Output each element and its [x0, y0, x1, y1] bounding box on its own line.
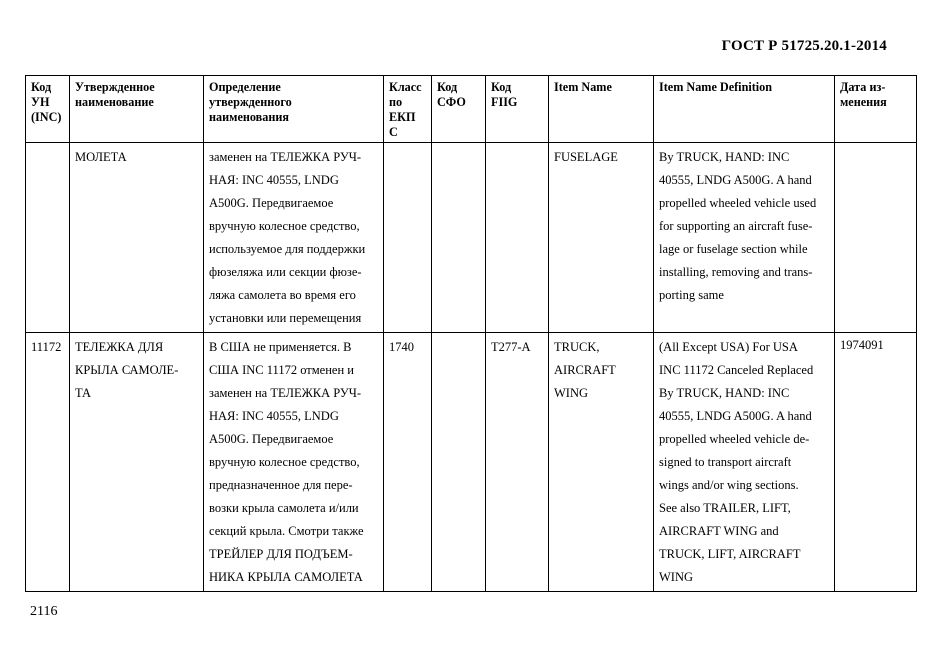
cell-approved-name: МОЛЕТА	[70, 143, 204, 333]
cell-item-definition: (All Except USA) For USA INC 11172 Canceled Replaced By TRUCK, HAND: INC 40555, LNDG A500G. A hand propelled wheeled vehicle de- signed to transport aircraft wings and/or wing sections. See also TRAILER, LIFT, AIRCRAFT WING and TRUCK, LIFT, AIRCRAFT WING	[654, 333, 835, 592]
cell-approved-name: ТЕЛЕЖКА ДЛЯ КРЫЛА САМОЛЕ- ТА	[70, 333, 204, 592]
cell-item-name: TRUCK, AIRCRAFT WING	[549, 333, 654, 592]
cell-inc: 11172	[26, 333, 70, 592]
table-row	[26, 333, 917, 592]
header-fiig: Код FIIG	[486, 76, 549, 143]
page-number: 2116	[30, 604, 58, 619]
nomenclature-table	[25, 75, 917, 592]
table-header-row	[26, 76, 917, 143]
header-approved-name: Утвержденное наименование	[70, 76, 204, 143]
cell-sfo	[432, 333, 486, 592]
cell-item-definition: By TRUCK, HAND: INC 40555, LNDG A500G. A hand propelled wheeled vehicle used for supporting an aircraft fuse- lage or fuselage section while installing, removing and trans- porting same	[654, 143, 835, 333]
header-definition: Определение утвержденного наименования	[204, 76, 384, 143]
header-date: Дата из- менения	[835, 76, 917, 143]
cell-date	[835, 143, 917, 333]
cell-fiig	[486, 143, 549, 333]
cell-definition: В США не применяется. В США INC 11172 отменен и заменен на ТЕЛЕЖКА РУЧ- НАЯ: INC 40555, LNDG A500G. Передвигаемое вручную колесное средство, предназначенное для пере- возки крыла самолета и/или секций крыла. Смотри также ТРЕЙЛЕР ДЛЯ ПОДЪЕМ- НИКА КРЫЛА САМОЛЕТА	[204, 333, 384, 592]
header-inc: Код УН (INC)	[26, 76, 70, 143]
cell-inc	[26, 143, 70, 333]
table-row	[26, 143, 917, 333]
cell-class: 1740	[384, 333, 432, 592]
cell-date: 1974091	[835, 333, 917, 592]
cell-sfo	[432, 143, 486, 333]
standard-code: ГОСТ Р 51725.20.1-2014	[721, 38, 887, 54]
header-class: Класс по ЕКП С	[384, 76, 432, 143]
cell-item-name: FUSELAGE	[549, 143, 654, 333]
cell-fiig: T277-A	[486, 333, 549, 592]
cell-class	[384, 143, 432, 333]
header-sfo: Код СФО	[432, 76, 486, 143]
header-item-definition: Item Name Definition	[654, 76, 835, 143]
cell-definition: заменен на ТЕЛЕЖКА РУЧ- НАЯ: INC 40555, LNDG A500G. Передвигаемое вручную колесное средство, используемое для поддержки фюзеляжа или секции фюзе- ляжа самолета во время его установки или перемещения	[204, 143, 384, 333]
header-item-name: Item Name	[549, 76, 654, 143]
